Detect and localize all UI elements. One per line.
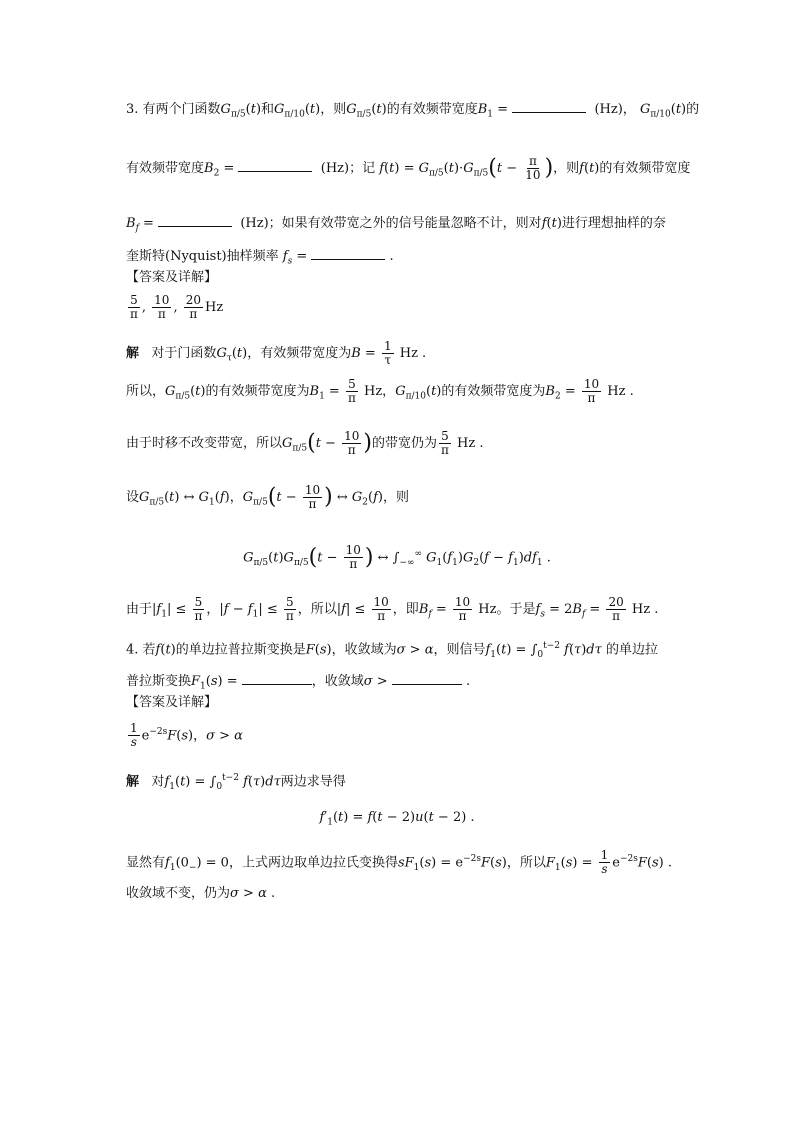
q4-sol-1: 解 对$f_1(t) = \int_0^{t-2}$ f(τ)dτ两边求导得 (126, 773, 346, 792)
q3-line-2: 有效频带宽度$B_2$ = (Hz)；记 $f(t) = G_{\pi/5}(t)\cdot G_{\pi/5}(t$ − $\frac{\pi}{10}$ )，则f(t)的有效频带宽度 (126, 154, 691, 182)
q4-sol-2: $f'_1(t) = f(t - 2)u(t - 2)$ . (319, 810, 475, 828)
q3-answer-header: 【答案及详解】 (126, 270, 218, 285)
blank-f1s[interactable] (242, 670, 312, 685)
q3-sol-4: 设$G_{\pi/5}(t)$ ↔ $G_1(f)$，$G_{\pi/5}(t$ − $\frac{10}{\pi}$ ) ↔ $G_2(f)$，则 (126, 483, 409, 511)
q3-sol-2: 所以，$G_{\pi/5}(t)$的有效频带宽度为$B_1$ = $\frac{5}{\pi}$ Hz，$G_{\pi/10}(t)$的有效频带宽度为$B_2$ = $\frac{10}{\pi}$ Hz . (126, 377, 634, 405)
q3-answer: $\frac{5}{\pi}$ , $\frac{10}{\pi}$ , $\frac{20}{\pi}$ Hz (130, 293, 224, 321)
q3-sol-5: $G_{\pi/5}(t)G_{\pi/5}(t$ − $\frac{10}{\pi}$ ) ↔ $\int_{-\infty}^\infty$ $G_1(f_1)G_2(f - f_1)df_1$ . (243, 543, 551, 572)
q3-line-3: $B_f$ = (Hz)；如果有效带宽之外的信号能量忽略不计，则对f(t)进行理想抽样的奈 (126, 212, 666, 239)
blank-b1[interactable] (512, 98, 586, 113)
q4-answer-header: 【答案及详解】 (126, 695, 218, 710)
blank-fs[interactable] (311, 245, 385, 260)
q4-line-1: 4. 若f(t)的单边拉普拉斯变换是F(s)，收敛域为σ > α，则信号$f_1(t) = \int_0^{t-2}$ f(τ)dτ 的单边拉 (126, 641, 658, 660)
q4-sol-4: 收敛域不变，仍为σ > α . (126, 886, 276, 901)
q3-sol-3: 由于时移不改变带宽，所以$G_{\pi/5}(t$ − $\frac{10}{\pi}$ )的带宽仍为 $\frac{5}{\pi}$ Hz . (126, 429, 484, 457)
blank-roc[interactable] (392, 670, 462, 685)
q3-line-4: 奎斯特(Nyquist)抽样频率 $f_s$ = . (126, 245, 394, 272)
q3-sol-6: 由于$|f_1|$ ≤ $\frac{5}{\pi}$ ，$|f - f_1|$ ≤ $\frac{5}{\pi}$ ，所以|f| ≤ $\frac{10}{\pi}$ ，即$B_f$ = $\frac{10}{\pi}$ Hz。于是$f_s = 2B_f$ = $\frac{20}{\pi}$ Hz . (126, 595, 659, 623)
q3-line-1: 3. 有两个门函数$G_{\pi/5}(t)$和$G_{\pi/10}(t)$，则$G_{\pi/5}(t)$的有效频带宽度$B_1$ = (Hz)， $G_{\pi/10}(t)$的 (126, 98, 699, 125)
q4-line-2: 普拉斯变换$F_1(s)$ = ，收敛域σ > . (126, 670, 470, 697)
q4-sol-3: 显然有$f_1(0_-) = 0$，上式两边取单边拉氏变换得$sF_1(s) = e^{-2s}F(s)$，所以$F_1(s)$ = $\frac{1}{s}$ $e^{-2s}F(s)$ . (126, 848, 672, 877)
q3-sol-1: 解 对于门函数$G_\tau(t)$，有效频带宽度为B = $\frac{1}{\tau}$ Hz . (126, 339, 427, 367)
q4-answer: $\frac{1}{s}$ $e^{-2s}F(s)$，σ > α (130, 721, 243, 750)
blank-b2[interactable] (238, 157, 312, 172)
blank-bf[interactable] (158, 212, 232, 227)
